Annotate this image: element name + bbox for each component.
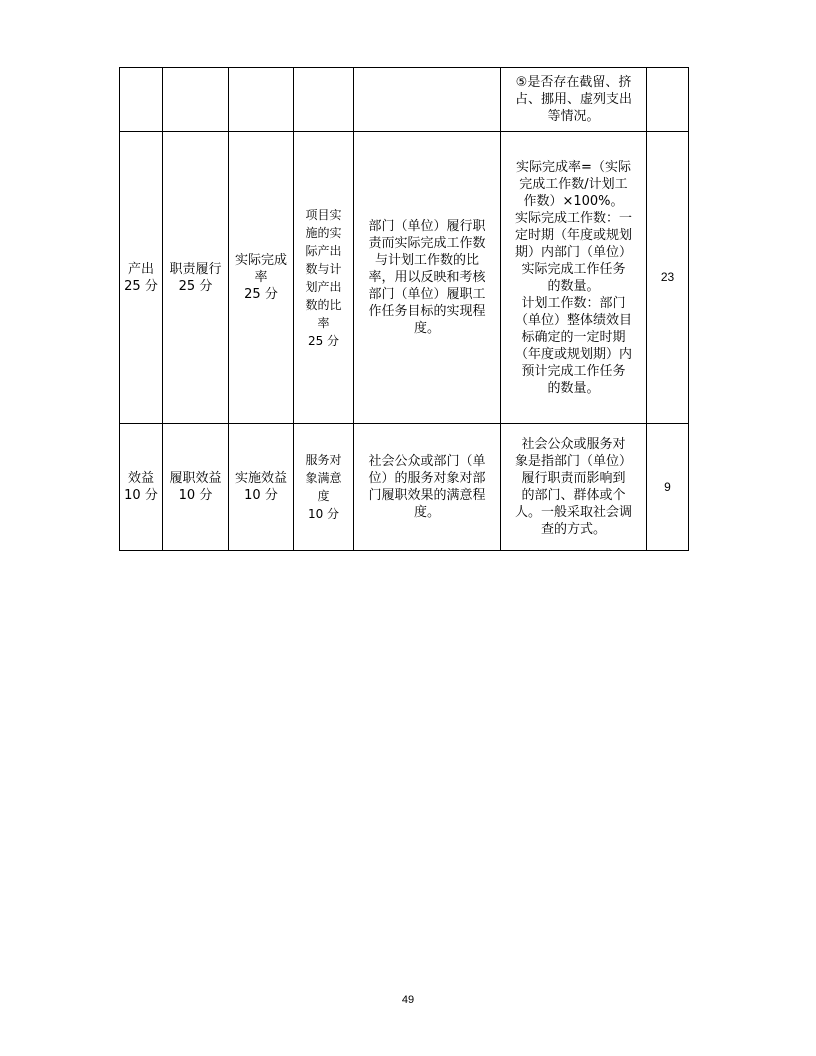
score-cell: 23 bbox=[647, 132, 689, 424]
description-line: 度。 bbox=[413, 321, 440, 336]
description-cell bbox=[354, 132, 501, 424]
description-cell bbox=[354, 424, 501, 551]
criteria-line: 的数量。 bbox=[547, 278, 600, 294]
criteria-line: 占、挪用、虚列支出 bbox=[514, 92, 632, 107]
table-row-output bbox=[120, 132, 689, 424]
level1-cell bbox=[120, 132, 163, 424]
description-line: 社会公众或部门（单 bbox=[368, 454, 486, 469]
description-line: 位）的服务对象对部 bbox=[368, 471, 486, 486]
table-row-continued bbox=[120, 68, 689, 132]
indicator-line: 际产出 bbox=[305, 243, 342, 258]
description-line: 率，用以反映和考核 bbox=[368, 270, 486, 285]
criteria-line: 查的方式。 bbox=[540, 522, 606, 537]
criteria-cell bbox=[501, 424, 647, 551]
indicator-line: 10 分 bbox=[307, 507, 340, 521]
indicator-line: 服务对 bbox=[305, 453, 342, 467]
criteria-line: 计划工作数：部门 bbox=[521, 295, 626, 311]
level2-line: 10 分 bbox=[178, 488, 213, 503]
indicator-line: 项目实 bbox=[305, 207, 342, 222]
criteria-line: 象是指部门（单位） bbox=[514, 454, 632, 469]
evaluation-table bbox=[119, 67, 689, 551]
indicator-line: 施的实 bbox=[305, 225, 342, 240]
criteria-line: （单位）整体绩效目 bbox=[514, 312, 632, 328]
indicator-line: 25 分 bbox=[307, 333, 340, 348]
score-cell bbox=[647, 68, 689, 132]
level3-cell bbox=[229, 132, 294, 424]
criteria-line: 作数）×100%。 bbox=[523, 193, 624, 209]
description-line: 与计划工作数的比 bbox=[374, 253, 479, 268]
indicator-line: 数与计 bbox=[305, 261, 342, 276]
indicator-line: 划产出 bbox=[305, 279, 342, 294]
indicator-cell bbox=[294, 132, 354, 424]
indicator-line: 数的比 bbox=[305, 297, 342, 312]
level2-cell bbox=[163, 68, 229, 132]
criteria-line: ⑤是否存在截留、挤 bbox=[515, 75, 632, 90]
level1-cell bbox=[120, 424, 163, 551]
level2-line: 职责履行 bbox=[169, 261, 222, 277]
description-line: 部门（单位）履行职 bbox=[368, 219, 486, 234]
criteria-cell bbox=[501, 132, 647, 424]
description-line: 责而实际完成工作数 bbox=[368, 236, 486, 251]
level2-line: 25 分 bbox=[178, 278, 213, 294]
indicator-cell bbox=[294, 424, 354, 551]
level1-cell bbox=[120, 68, 163, 132]
criteria-line: 的部门、群体或个 bbox=[521, 488, 626, 503]
level1-line: 效益 bbox=[127, 471, 154, 486]
criteria-line: 期）内部门（单位） bbox=[514, 244, 632, 260]
indicator-line: 度 bbox=[317, 489, 330, 503]
page-number: 49 bbox=[401, 994, 415, 1006]
level3-cell bbox=[229, 424, 294, 551]
criteria-line: 实际完成率=（实际 bbox=[516, 159, 631, 175]
criteria-line: 等情况。 bbox=[547, 109, 600, 124]
level3-line: 25 分 bbox=[244, 287, 278, 302]
criteria-line: 履行职责而影响到 bbox=[521, 471, 626, 486]
level1-line: 产出 bbox=[127, 261, 154, 277]
indicator-line: 象满意 bbox=[305, 471, 342, 485]
level1-line: 10 分 bbox=[124, 488, 158, 503]
criteria-line: 实际完成工作数：一 bbox=[514, 210, 632, 226]
criteria-line: 社会公众或服务对 bbox=[521, 437, 626, 452]
description-line: 度。 bbox=[413, 505, 440, 520]
description-cell bbox=[354, 68, 501, 132]
criteria-line: 完成工作数/计划工 bbox=[519, 176, 628, 192]
criteria-line: 的数量。 bbox=[547, 380, 600, 396]
description-line: 作任务目标的实现程 bbox=[368, 304, 486, 319]
level3-line: 率 bbox=[254, 270, 268, 285]
criteria-line: 实际完成工作任务 bbox=[521, 261, 626, 277]
level3-cell bbox=[229, 68, 294, 132]
level3-line: 10 分 bbox=[244, 488, 278, 503]
indicator-line: 率 bbox=[317, 315, 330, 330]
description-line: 部门（单位）履职工 bbox=[368, 287, 486, 302]
level3-line: 实际完成 bbox=[234, 253, 287, 268]
level3-line: 实施效益 bbox=[234, 471, 287, 486]
criteria-line: 预计完成工作任务 bbox=[521, 363, 626, 379]
criteria-line: 标确定的一定时期 bbox=[521, 329, 626, 345]
criteria-cell bbox=[501, 68, 647, 132]
score-cell: 9 bbox=[647, 424, 689, 551]
description-line: 门履职效果的满意程 bbox=[368, 488, 486, 503]
table-row-benefit bbox=[120, 424, 689, 551]
level2-line: 履职效益 bbox=[169, 471, 222, 486]
criteria-line: （年度或规划期）内 bbox=[514, 346, 632, 362]
level2-cell bbox=[163, 132, 229, 424]
level1-line: 25 分 bbox=[124, 278, 158, 294]
indicator-cell bbox=[294, 68, 354, 132]
criteria-line: 定时期（年度或规划 bbox=[514, 227, 632, 243]
level2-cell bbox=[163, 424, 229, 551]
criteria-line: 人。一般采取社会调 bbox=[514, 505, 632, 520]
